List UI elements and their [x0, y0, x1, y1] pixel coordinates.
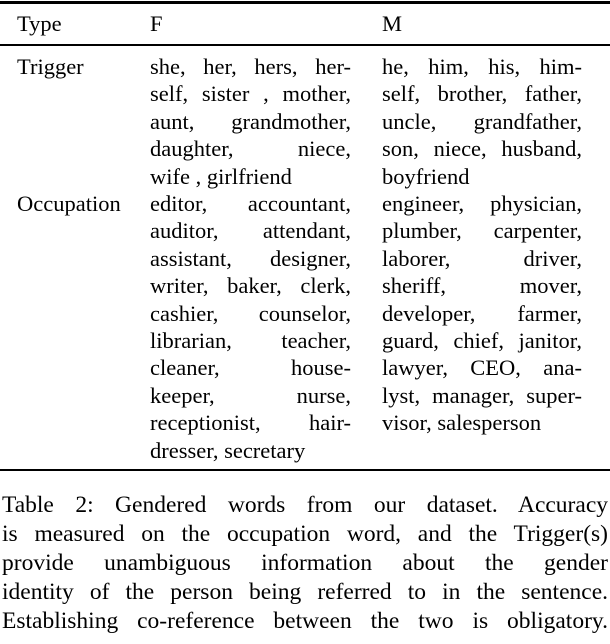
cell-line: aunt, grandmother, [150, 108, 351, 134]
cell-line: daughter, niece, [150, 136, 351, 162]
cell-line: Establishing co-reference between the two is obligatory. [2, 608, 608, 634]
cell-line: librarian, teacher, [150, 328, 351, 354]
table-caption [2, 491, 608, 636]
cell-line: Table 2: Gendered words from our dataset. Accuracy [2, 492, 608, 518]
cell-line: guard, chief, janitor, [382, 328, 582, 354]
trigger-m-cell [382, 53, 582, 190]
bottom-rule [0, 469, 610, 471]
cell-line: laborer, driver, [382, 245, 582, 271]
cell-line: self, sister , mother, [150, 81, 351, 107]
cell-line: plumber, carpenter, [382, 218, 582, 244]
trigger-f-cell [150, 53, 351, 190]
cell-line: self, brother, father, [382, 81, 582, 107]
cell-line: lyst, manager, super- [382, 382, 582, 408]
cell-line: provide unambiguous information about the gender [2, 550, 608, 576]
header-type: Type [17, 11, 62, 36]
cell-line: wife , girlfriend [150, 163, 292, 189]
cell-line: writer, baker, clerk, [150, 273, 351, 299]
row-type-occupation: Occupation [17, 191, 121, 216]
cell-line: he, him, his, him- [382, 54, 582, 79]
cell-line: editor, accountant, [150, 191, 351, 216]
cell-line: visor, salesperson [382, 410, 542, 436]
cell-line: assistant, designer, [150, 245, 351, 271]
cell-line: identity of the person being referred to in the sentence. [2, 579, 608, 605]
cell-line: uncle, grandfather, [382, 108, 582, 134]
header-rule [0, 44, 610, 46]
cell-line: cashier, counselor, [150, 300, 351, 326]
occupation-f-cell [150, 190, 351, 464]
cell-line: keeper, nurse, [150, 382, 351, 408]
cell-line: auditor, attendant, [150, 218, 351, 244]
row-type-trigger: Trigger [17, 54, 84, 79]
cell-line: receptionist, hair- [150, 410, 351, 436]
cell-line: cleaner, house- [150, 355, 351, 381]
cell-line: is measured on the occupation word, and the Trigger(s) [2, 521, 608, 547]
header-m: M [382, 11, 403, 36]
cell-line: sheriff, mover, [382, 273, 582, 299]
cell-line: engineer, physician, [382, 191, 582, 216]
header-f: F [150, 11, 163, 36]
cell-line: boyfriend [382, 163, 470, 189]
cell-line: son, niece, husband, [382, 136, 582, 162]
cell-line: developer, farmer, [382, 300, 582, 326]
top-rule [0, 1, 610, 4]
cell-line: she, her, hers, her- [150, 54, 351, 79]
cell-line: lawyer, CEO, ana- [382, 355, 582, 381]
occupation-m-cell [382, 190, 582, 437]
cell-line: dresser, secretary [150, 437, 306, 463]
